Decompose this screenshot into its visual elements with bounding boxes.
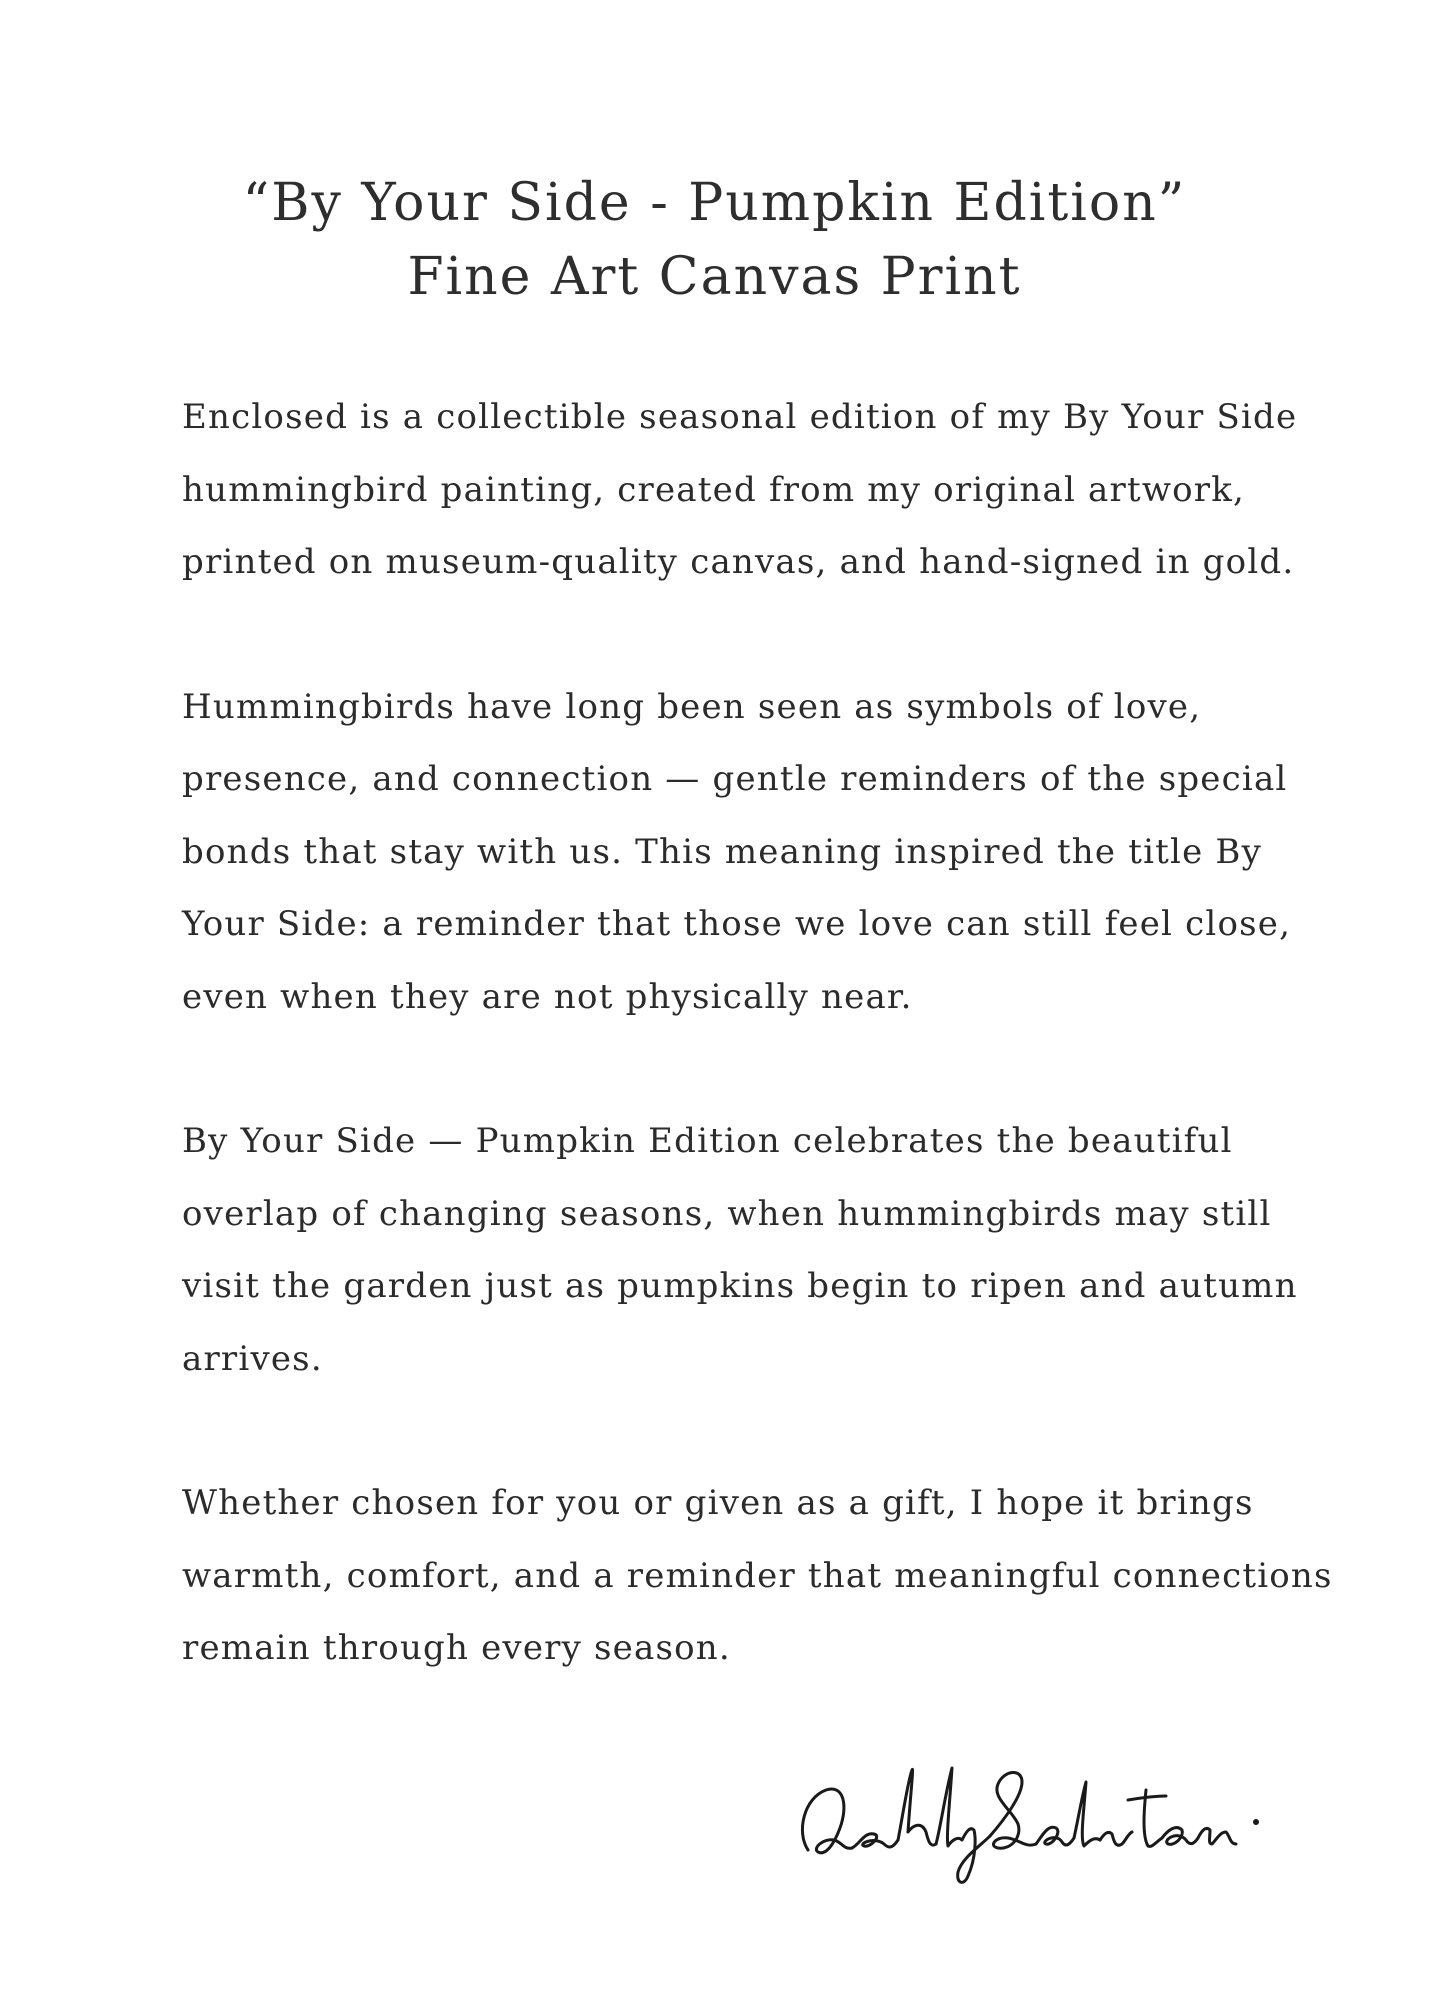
- title-line-2: Fine Art Canvas Print: [407, 247, 1022, 307]
- letter-body: [182, 381, 1342, 1757]
- document-title: [0, 166, 1429, 314]
- paragraph-intro: Enclosed is a collectible seasonal edition of my By Your Side hummingbird painting, created from my original artwork, printed on museum-quality canvas, and hand-signed in gold.: [182, 397, 1298, 582]
- paragraph-meaning: Hummingbirds have long been seen as symbols of love, presence, and connection — gentle reminders of the special bonds that stay with us. This meaning inspired the title By Your Side: a reminder that those we love can still feel close, even when they are not physically near.: [182, 686, 1292, 1017]
- title-line-1: “By Your Side - Pumpkin Edition”: [242, 173, 1187, 233]
- handwritten-signature: [790, 1740, 1270, 1890]
- paragraph-edition: By Your Side — Pumpkin Edition celebrates the beautiful overlap of changing seasons, when hummingbirds may still visit the garden just as pumpkins begin to ripen and autumn arrives.: [182, 1121, 1298, 1379]
- paragraph-closing: Whether chosen for you or given as a gift, I hope it brings warmth, comfort, and a reminder that meaningful connections remain through every season.: [182, 1483, 1333, 1668]
